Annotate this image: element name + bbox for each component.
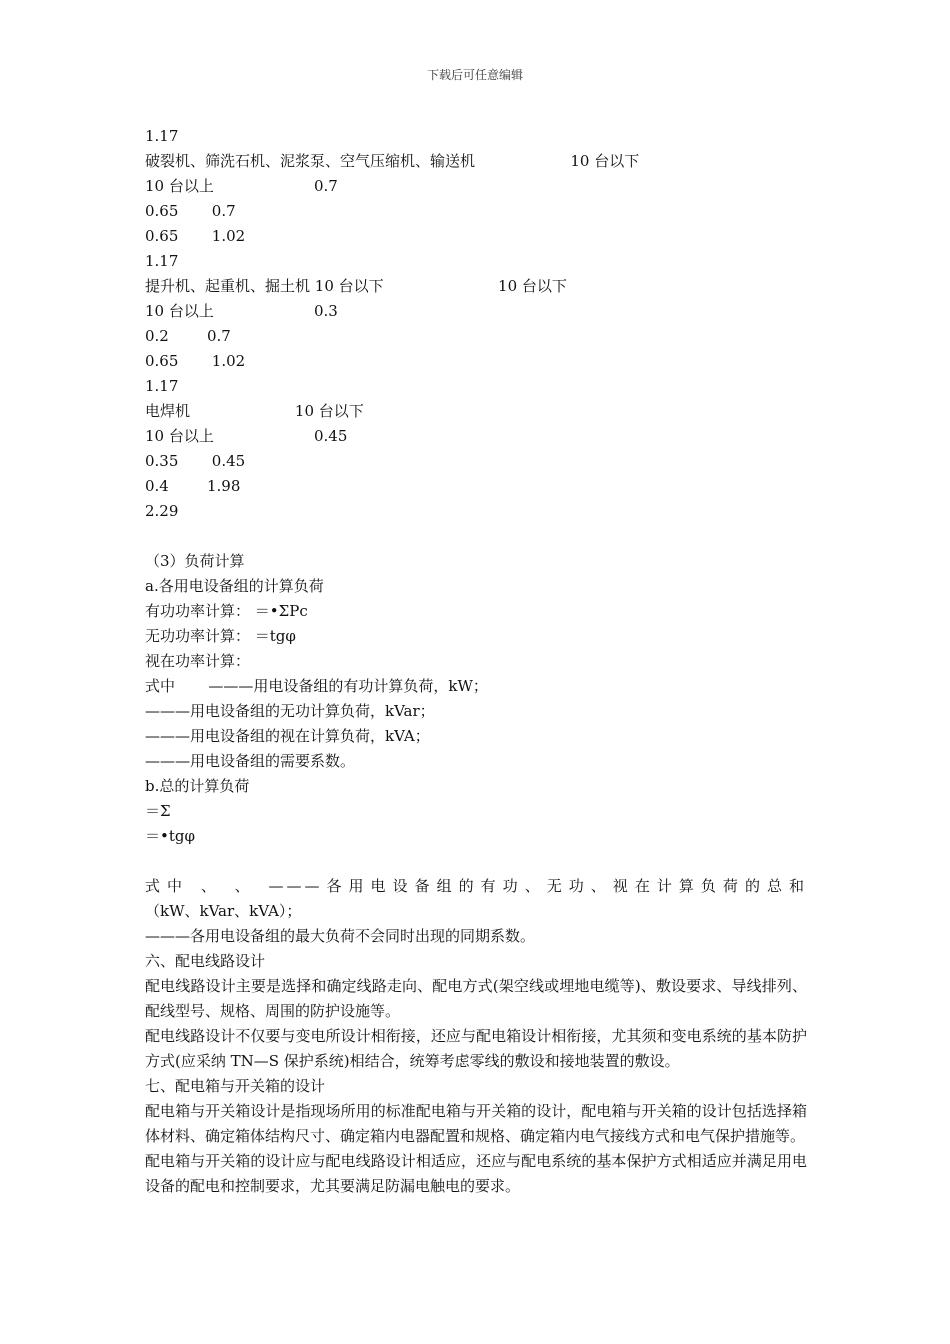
definition-line: （kW、kVar、kVA）； — [145, 902, 302, 920]
table-line: 0.65 1.02 — [145, 227, 246, 245]
formula-line: ＝•tgφ — [145, 827, 195, 845]
coefficient-table-text — [145, 124, 807, 524]
definition-line: ———用电设备组的需要系数。 — [145, 752, 356, 770]
table-line: 0.65 0.7 — [145, 202, 236, 220]
table-line: 电焊机 10 台以下 — [145, 402, 364, 420]
paragraph: 配电线路设计不仅要与变电所设计相衔接，还应与配电箱设计相衔接，尤其须和变电系统的基本防护方式(应采纳 TN—S 保护系统)相结合，统筹考虑零线的敷设和接地装置的敷设。 — [145, 1027, 807, 1070]
spacer — [145, 849, 807, 874]
table-line: 10 台以上 0.3 — [145, 302, 338, 320]
definition-line: ———用电设备组的视在计算负荷，kVA； — [145, 727, 430, 745]
formula-line: 视在功率计算： — [145, 652, 251, 670]
definition-line: ———各用电设备组的最大负荷不会同时出现的同期系数。 — [145, 927, 536, 945]
table-line: 0.4 1.98 — [145, 477, 241, 495]
table-line: 2.29 — [145, 502, 179, 520]
formula-line: 有功功率计算： ＝•ΣPc — [145, 602, 308, 620]
table-line: 1.17 — [145, 252, 179, 270]
table-line: 1.17 — [145, 377, 179, 395]
subsection-heading: b.总的计算负荷 — [145, 777, 250, 795]
section-heading: （3）负荷计算 — [145, 552, 245, 570]
load-calculation-section — [145, 549, 807, 849]
table-line: 0.65 1.02 — [145, 352, 246, 370]
table-line: 0.35 0.45 — [145, 452, 246, 470]
paragraph: 配电箱与开关箱设计是指现场所用的标准配电箱与开关箱的设计，配电箱与开关箱的设计包括选择箱体材料、确定箱体结构尺寸、确定箱内电器配置和规格、确定箱内电气接线方式和电气保护措施等。 — [145, 1102, 807, 1145]
document-body — [145, 124, 807, 1199]
subsection-heading: a.各用电设备组的计算负荷 — [145, 577, 324, 595]
table-line: 0.2 0.7 — [145, 327, 231, 345]
spacer — [145, 524, 807, 549]
section-heading: 七、配电箱与开关箱的设计 — [145, 1077, 326, 1095]
definition-line: 式中 、 、 ———各用电设备组的有功、无功、视在计算负荷的总和 — [145, 877, 807, 895]
formula-line: ＝Σ — [145, 802, 171, 820]
table-line: 破裂机、筛洗石机、泥浆泵、空气压缩机、输送机 10 台以下 — [145, 152, 640, 170]
formula-line: 无功功率计算： ＝tgφ — [145, 627, 296, 645]
table-line: 10 台以上 0.45 — [145, 427, 348, 445]
table-line: 提升机、起重机、掘土机 10 台以下 10 台以下 — [145, 277, 567, 295]
definition-line: ———用电设备组的无功计算负荷，kVar； — [145, 702, 435, 720]
table-line: 10 台以上 0.7 — [145, 177, 338, 195]
table-line: 1.17 — [145, 127, 179, 145]
page-header: 下载后可任意编辑 — [426, 68, 523, 82]
section-heading: 六、配电线路设计 — [145, 952, 266, 970]
paragraph: 配电箱与开关箱的设计应与配电线路设计相适应，还应与配电系统的基本保护方式相适应并满足用电设备的配电和控制要求，尤其要满足防漏电触电的要求。 — [145, 1152, 807, 1195]
paragraph: 配电线路设计主要是选择和确定线路走向、配电方式(架空线或埋地电缆等)、敷设要求、导线排列、配线型号、规格、周围的防护设施等。 — [145, 977, 807, 1020]
definition-line: 式中 ———用电设备组的有功计算负荷，kW； — [145, 677, 488, 695]
